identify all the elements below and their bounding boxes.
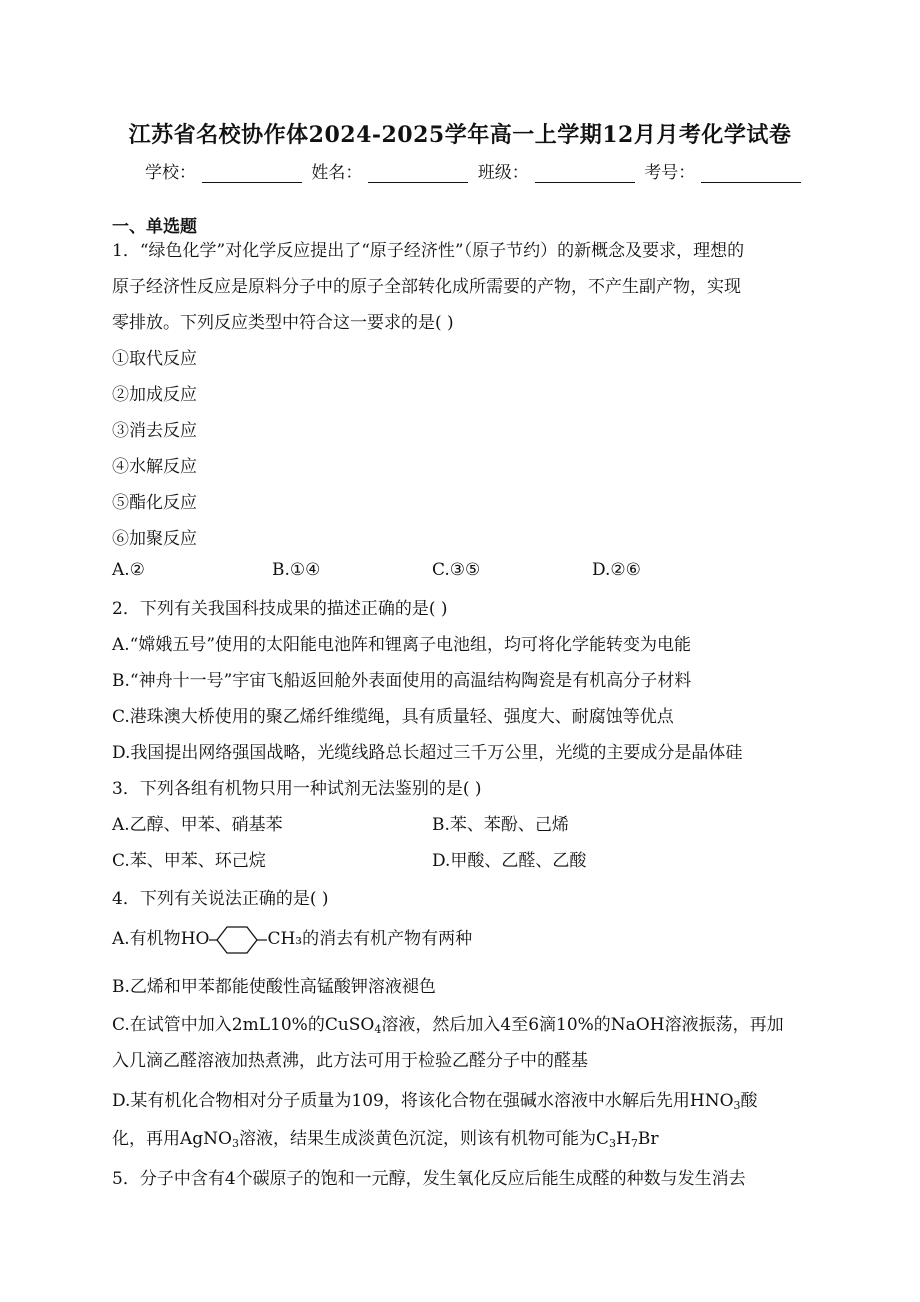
q2-option-a[interactable]: A.“嫦娥五号”使用的太阳能电池阵和锂离子电池组，均可将化学能转变为电能	[112, 635, 692, 655]
q2-option-c[interactable]: C.港珠澳大桥使用的聚乙烯纤维缆绳，具有质量轻、强度大、耐腐蚀等优点	[112, 707, 674, 727]
q4-d2-mid: 溶液，结果生成淡黄色沉淀，则该有机物可能为	[238, 1129, 596, 1149]
name-blank[interactable]	[368, 164, 468, 183]
q4-d-prefix: D.某有机化合物相对分子质量为109，将该化合物在强碱水溶液中水解后先用	[112, 1091, 690, 1111]
q5-line1: 5．分子中含有4个碳原子的饱和一元醇，发生氧化反应后能生成醛的种数与发生消去	[112, 1169, 746, 1189]
q1-item-1: ①取代反应	[112, 349, 197, 369]
q1-item-4: ④水解反应	[112, 457, 197, 477]
q4-d2-br: Br	[637, 1129, 659, 1149]
q3-stem: 3．下列各组有机物只用一种试剂无法鉴别的是( )	[112, 779, 482, 799]
number-blank[interactable]	[701, 164, 801, 183]
q4-d-hno-sub: 3	[733, 1099, 741, 1112]
q4-option-a[interactable]	[112, 924, 472, 955]
q1-item-5: ⑤酯化反应	[112, 493, 197, 513]
q4-d2-h-sub: 7	[630, 1137, 638, 1150]
q4-c-prefix: C.在试管中加入2mL10%的	[112, 1015, 325, 1035]
q1-line1: 1．“绿色化学”对化学反应提出了“原子经济性”（原子节约）的新概念及要求，理想的	[112, 241, 745, 261]
q1-item-2: ②加成反应	[112, 385, 197, 405]
exam-title: 江苏省名校协作体2024-2025学年高一上学期12月月考化学试卷	[128, 122, 792, 148]
q4-c-suffix: 溶液，然后加入4至6滴10%的NaOH溶液振荡，再加	[381, 1015, 784, 1035]
q4-option-c-line1[interactable]	[112, 1010, 784, 1036]
q4-c-cuso-sub: 4	[374, 1023, 382, 1036]
q4-d2-h: H	[616, 1129, 631, 1149]
q4-a-suffix: 的消去有机产物有两种	[302, 929, 473, 949]
q4-option-d-line2	[112, 1124, 658, 1150]
q1-option-d[interactable]: D.②⑥	[592, 560, 641, 580]
name-label: 姓名：	[311, 163, 363, 183]
q1-line2: 原子经济性反应是原料分子中的原子全部转化成所需要的产物，不产生副产物，实现	[112, 277, 741, 297]
q4-d2-agno-sub: 3	[231, 1137, 239, 1150]
q4-d2-c-sub: 3	[609, 1137, 616, 1150]
q4-d2-c: C	[595, 1129, 609, 1149]
q4-d-hno: HNO	[689, 1091, 734, 1111]
class-blank[interactable]	[535, 164, 635, 183]
q2-option-d[interactable]: D.我国提出网络强国战略，光缆线路总长超过三千万公里，光缆的主要成分是晶体硅	[112, 743, 743, 763]
q4-a-ho: HO	[180, 929, 210, 949]
q4-a-prefix: A.有机物	[112, 929, 181, 949]
student-info-row	[145, 158, 805, 183]
school-label: 学校：	[145, 163, 196, 183]
q1-option-b[interactable]: B.①④	[272, 560, 321, 580]
q4-option-d-line1[interactable]	[112, 1086, 758, 1112]
q4-c-cuso: CuSO	[324, 1015, 375, 1035]
q2-stem: 2．下列有关我国科技成果的描述正确的是( )	[112, 599, 448, 619]
q3-option-d[interactable]: D.甲酸、乙醛、乙酸	[432, 851, 587, 871]
q1-option-a[interactable]: A.②	[112, 560, 145, 580]
q1-item-6: ⑥加聚反应	[112, 529, 197, 549]
q3-option-b[interactable]: B.苯、苯酚、己烯	[432, 815, 569, 835]
school-blank[interactable]	[202, 164, 302, 183]
class-label: 班级：	[477, 163, 529, 183]
q3-option-c[interactable]: C.苯、甲苯、环己烷	[112, 851, 266, 871]
q4-d-acid: 酸	[740, 1091, 758, 1111]
q4-option-c-line2: 入几滴乙醛溶液加热煮沸，此方法可用于检验乙醛分子中的醛基	[112, 1051, 588, 1071]
q4-d2-agno: AgNO	[180, 1129, 232, 1149]
q1-option-c[interactable]: C.③⑤	[432, 560, 481, 580]
q1-line3: 零排放。下列反应类型中符合这一要求的是( )	[112, 313, 454, 333]
section-heading: 一、单选题	[112, 217, 197, 237]
q2-option-b[interactable]: B.“神舟十一号”宇宙飞船返回舱外表面使用的高温结构陶瓷是有机高分子材料	[112, 671, 692, 691]
q4-stem: 4．下列有关说法正确的是( )	[112, 889, 329, 909]
number-label: 考号：	[644, 163, 696, 183]
q1-item-3: ③消去反应	[112, 421, 197, 441]
q3-option-a[interactable]: A.乙醇、甲苯、硝基苯	[112, 815, 283, 835]
q4-a-ch3: CH₃	[267, 929, 303, 949]
cyclohexane-ring-icon	[209, 925, 267, 955]
q4-d2-prefix: 化，再用	[112, 1129, 180, 1149]
q4-option-b[interactable]: B.乙烯和甲苯都能使酸性高锰酸钾溶液褪色	[112, 977, 436, 997]
